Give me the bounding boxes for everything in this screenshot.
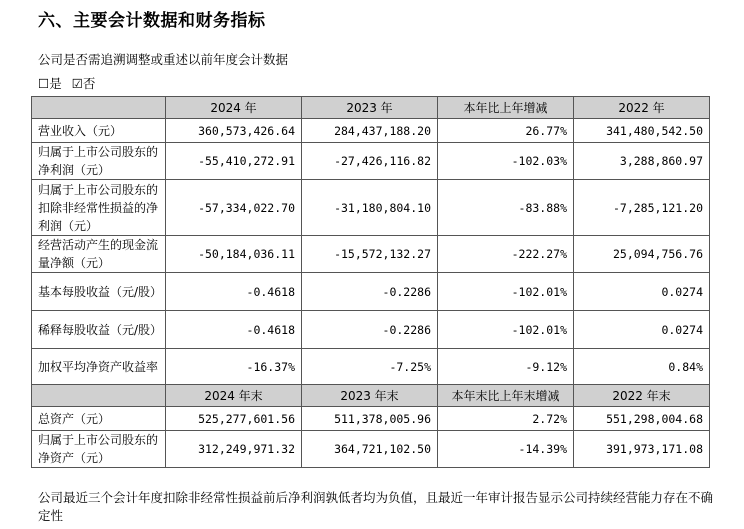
value-cell: -27,426,116.82 bbox=[302, 143, 438, 180]
value-cell: 284,437,188.20 bbox=[302, 119, 438, 143]
table-header-row bbox=[32, 385, 710, 407]
value-cell: -57,334,022.70 bbox=[166, 180, 302, 236]
value-cell: -102.03% bbox=[438, 143, 574, 180]
column-header: 2023 年 bbox=[302, 97, 438, 119]
value-cell: 0.0274 bbox=[574, 273, 710, 311]
value-cell: 312,249,971.32 bbox=[166, 431, 302, 468]
column-header: 2022 年末 bbox=[574, 385, 710, 407]
column-header: 2024 年末 bbox=[166, 385, 302, 407]
row-label-cell: 归属于上市公司股东的扣除非经常性损益的净利润（元） bbox=[32, 180, 166, 236]
value-cell: 2.72% bbox=[438, 407, 574, 431]
column-header: 本年比上年增减 bbox=[438, 97, 574, 119]
value-cell: 341,480,542.50 bbox=[574, 119, 710, 143]
value-cell: -222.27% bbox=[438, 236, 574, 273]
value-cell: -0.2286 bbox=[302, 273, 438, 311]
table-row bbox=[32, 119, 710, 143]
row-label-cell: 加权平均净资产收益率 bbox=[32, 349, 166, 385]
value-cell: -102.01% bbox=[438, 273, 574, 311]
row-label-cell: 稀释每股收益（元/股） bbox=[32, 311, 166, 349]
value-cell: -31,180,804.10 bbox=[302, 180, 438, 236]
value-cell: 525,277,601.56 bbox=[166, 407, 302, 431]
column-header: 2022 年 bbox=[574, 97, 710, 119]
value-cell: -7,285,121.20 bbox=[574, 180, 710, 236]
value-cell: -50,184,036.11 bbox=[166, 236, 302, 273]
value-cell: -0.2286 bbox=[302, 311, 438, 349]
row-label-cell: 总资产（元） bbox=[32, 407, 166, 431]
option-yes-checkbox[interactable]: ☐是 bbox=[38, 76, 62, 91]
table-row bbox=[32, 431, 710, 468]
value-cell: 0.0274 bbox=[574, 311, 710, 349]
value-cell: 0.84% bbox=[574, 349, 710, 385]
table-header-row bbox=[32, 97, 710, 119]
row-label-cell: 归属于上市公司股东的净利润（元） bbox=[32, 143, 166, 180]
value-cell: 364,721,102.50 bbox=[302, 431, 438, 468]
value-cell: -0.4618 bbox=[166, 273, 302, 311]
value-cell: 3,288,860.97 bbox=[574, 143, 710, 180]
option-no-checkbox[interactable]: ☑否 bbox=[71, 76, 96, 91]
restate-options bbox=[38, 74, 101, 92]
row-label-cell: 经营活动产生的现金流量净额（元） bbox=[32, 236, 166, 273]
value-cell: 391,973,171.08 bbox=[574, 431, 710, 468]
value-cell: 25,094,756.76 bbox=[574, 236, 710, 273]
value-cell: -102.01% bbox=[438, 311, 574, 349]
financial-indicators-table bbox=[31, 96, 710, 468]
row-label-cell: 基本每股收益（元/股） bbox=[32, 273, 166, 311]
value-cell: -7.25% bbox=[302, 349, 438, 385]
value-cell: 360,573,426.64 bbox=[166, 119, 302, 143]
value-cell: -9.12% bbox=[438, 349, 574, 385]
restate-question: 公司是否需追溯调整或重述以前年度会计数据 bbox=[38, 52, 289, 67]
column-header: 本年末比上年末增减 bbox=[438, 385, 574, 407]
value-cell: -16.37% bbox=[166, 349, 302, 385]
value-cell: 26.77% bbox=[438, 119, 574, 143]
value-cell: -15,572,132.27 bbox=[302, 236, 438, 273]
row-label-cell: 归属于上市公司股东的净资产（元） bbox=[32, 431, 166, 468]
table-row bbox=[32, 273, 710, 311]
value-cell: -83.88% bbox=[438, 180, 574, 236]
column-header: 2024 年 bbox=[166, 97, 302, 119]
table-row bbox=[32, 143, 710, 180]
row-label-cell: 营业收入（元） bbox=[32, 119, 166, 143]
value-cell: 511,378,005.96 bbox=[302, 407, 438, 431]
column-header: 2023 年末 bbox=[302, 385, 438, 407]
table-row bbox=[32, 236, 710, 273]
table-row bbox=[32, 349, 710, 385]
footer-note: 公司最近三个会计年度扣除非经常性损益前后净利润孰低者均为负值，且最近一年审计报告显示公司持续经营能力存在不确定性 bbox=[38, 490, 714, 523]
value-cell: -55,410,272.91 bbox=[166, 143, 302, 180]
header-corner-cell bbox=[32, 385, 166, 407]
table-row bbox=[32, 311, 710, 349]
table-row bbox=[32, 407, 710, 431]
value-cell: -0.4618 bbox=[166, 311, 302, 349]
value-cell: 551,298,004.68 bbox=[574, 407, 710, 431]
table-row bbox=[32, 180, 710, 236]
header-corner-cell bbox=[32, 97, 166, 119]
value-cell: -14.39% bbox=[438, 431, 574, 468]
section-title: 六、主要会计数据和财务指标 bbox=[38, 11, 266, 31]
